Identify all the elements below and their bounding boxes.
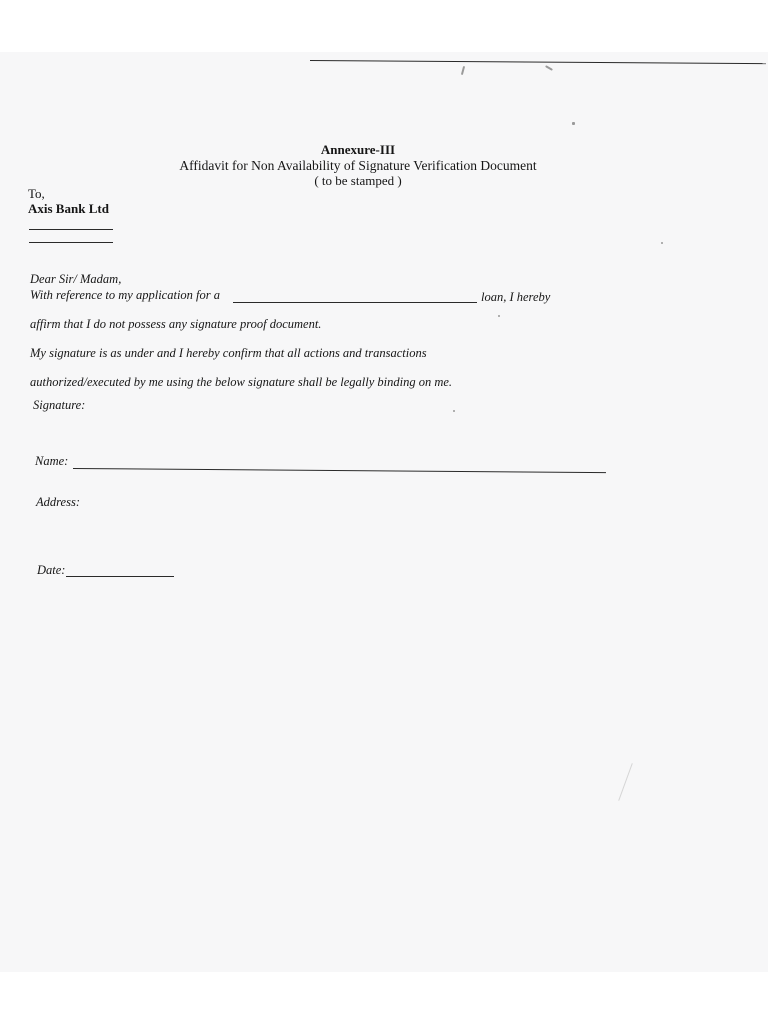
body-line-1-prefix: With reference to my application for a bbox=[30, 288, 221, 302]
signature-label: Signature: bbox=[33, 398, 86, 412]
scan-speck bbox=[618, 763, 633, 801]
address-blank-line-1 bbox=[29, 229, 113, 230]
scan-speck bbox=[661, 242, 663, 244]
address-blank-line-2 bbox=[29, 242, 113, 243]
body-line-3: My signature is as under and I hereby confirm that all actions and transactions bbox=[30, 346, 427, 360]
name-blank-line bbox=[73, 468, 606, 473]
address-label: Address: bbox=[36, 495, 80, 509]
scan-speck bbox=[572, 122, 575, 125]
salutation: Dear Sir/ Madam, bbox=[30, 272, 122, 286]
scan-speck bbox=[498, 315, 500, 317]
stamp-note: ( to be stamped ) bbox=[314, 173, 402, 188]
bank-name: Axis Bank Ltd bbox=[28, 201, 109, 216]
body-line-4: authorized/executed by me using the below signature shall be legally binding on me. bbox=[30, 375, 453, 389]
date-label: Date: bbox=[37, 563, 66, 577]
to-label: To, bbox=[28, 186, 45, 201]
body-line-2: affirm that I do not possess any signature proof document. bbox=[30, 317, 322, 331]
top-border-line bbox=[310, 60, 766, 64]
body-line-1-suffix: loan, I hereby bbox=[481, 290, 551, 304]
scan-speck bbox=[461, 66, 465, 75]
scanned-document-page bbox=[0, 52, 768, 972]
name-label: Name: bbox=[35, 454, 69, 468]
date-blank-line bbox=[66, 576, 174, 577]
scan-speck bbox=[453, 410, 455, 412]
scan-speck bbox=[545, 65, 553, 71]
annexure-heading: Annexure-III bbox=[320, 142, 396, 157]
loan-type-blank bbox=[233, 302, 477, 303]
affidavit-title: Affidavit for Non Availability of Signature Verification Document bbox=[179, 158, 537, 173]
